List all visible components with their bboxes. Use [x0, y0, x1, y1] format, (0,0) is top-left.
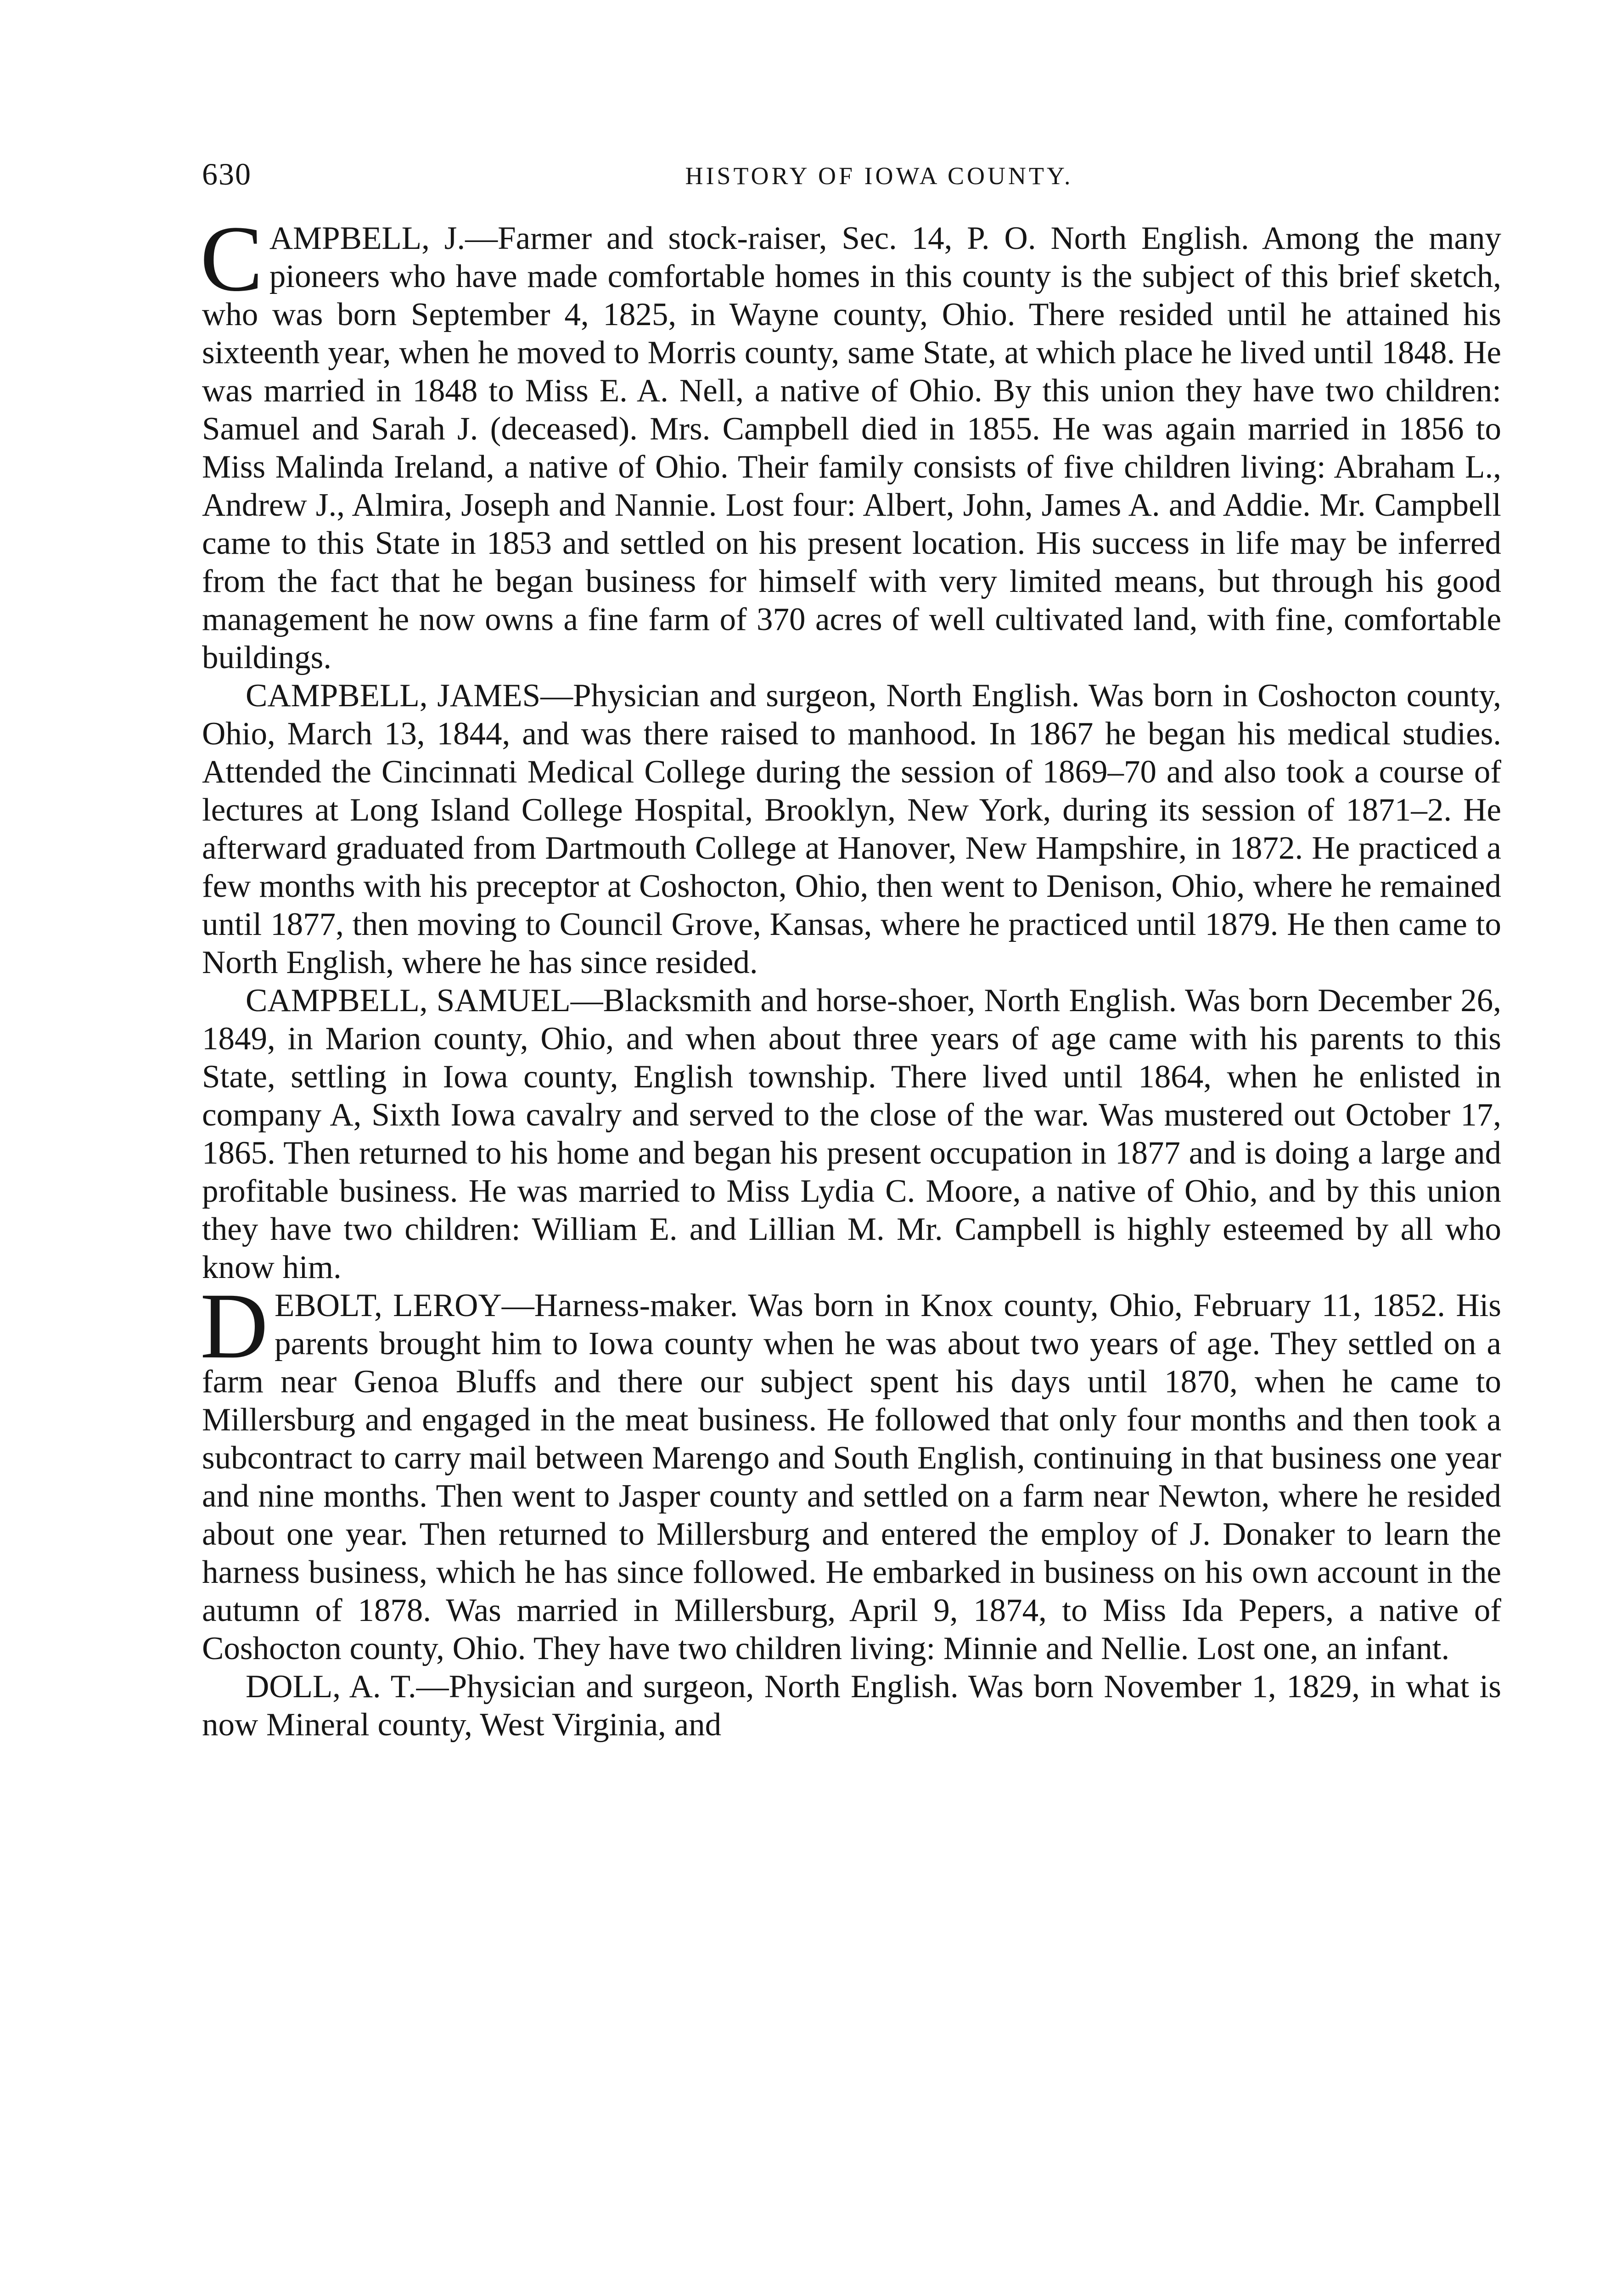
book-page: [202, 156, 1501, 1744]
entry-campbell-j: [200, 207, 1501, 677]
drop-cap: C: [200, 207, 263, 311]
running-title: HISTORY OF IOWA COUNTY.: [685, 162, 1073, 190]
entry-doll-a-t: [202, 1668, 1501, 1744]
page-body: [200, 207, 1501, 1744]
entry-campbell-samuel: [202, 982, 1501, 1287]
page-header: [202, 156, 1501, 207]
entry-text: AMPBELL, J.—Farmer and stock-raiser, Sec. 14, P. O. North English. Among the many pioneers who have made comfortable homes in this county is the subject of this brief sketch, who was born September 4, 1825, in Wayne county, Ohio. There resided until he attained his sixteenth year, when he moved to Morris county, same State, at which place he lived until 1848. He was married in 1848 to Miss E. A. Nell, a native of Ohio. By this union they have two children: Samuel and Sarah J. (deceased). Mrs. Campbell died in 1855. He was again married in 1856 to Miss Malinda Ireland, a native of Ohio. Their family consists of five children living: Abraham L., Andrew J., Almira, Joseph and Nannie. Lost four: Albert, John, James A. and Addie. Mr. Campbell came to this State in 1853 and settled on his present location. His success in life may be inferred from the fact that he began business for himself with very limited means, but through his good management he now owns a fine farm of 370 acres of well cultivated land, with fine, comfortable buildings.: [202, 220, 1501, 675]
entry-text: CAMPBELL, SAMUEL—Blacksmith and horse-shoer, North English. Was born December 26, 1849, in Marion county, Ohio, and when about three years of age came with his parents to this State, settling in Iowa county, English township. There lived until 1864, when he enlisted in company A, Sixth Iowa cavalry and served to the close of the war. Was mustered out October 17, 1865. Then returned to his home and began his present occupation in 1877 and is doing a large and profitable business. He was married to Miss Lydia C. Moore, a native of Ohio, and by this union they have two children: William E. and Lillian M. Mr. Campbell is highly esteemed by all who know him.: [202, 983, 1501, 1285]
entry-debolt-leroy: [200, 1274, 1501, 1668]
entry-text: DOLL, A. T.—Physician and surgeon, North English. Was born November 1, 1829, in what is now Mineral county, West Virginia, and: [202, 1669, 1501, 1743]
entry-text: CAMPBELL, JAMES—Physician and surgeon, North English. Was born in Coshocton county, Ohio, March 13, 1844, and was there raised to manhood. In 1867 he began his medical studies. Attended the Cincinnati Medical College during the session of 1869–70 and also took a course of lectures at Long Island College Hospital, Brooklyn, New York, during its session of 1871–2. He afterward graduated from Dartmouth College at Hanover, New Hampshire, in 1872. He practiced a few months with his preceptor at Coshocton, Ohio, then went to Denison, Ohio, where he remained until 1877, then moving to Council Grove, Kansas, where he practiced until 1879. He then came to North English, where he has since resided.: [202, 678, 1501, 980]
entry-campbell-james: [202, 677, 1501, 982]
entry-text: EBOLT, LEROY—Harness-maker. Was born in Knox county, Ohio, February 11, 1852. His parents brought him to Iowa county when he was about two years of age. They settled on a farm near Genoa Bluffs and there our subject spent his days until 1870, when he came to Millersburg and engaged in the meat business. He followed that only four months and then took a subcontract to carry mail between Marengo and South English, continuing in that business one year and nine months. Then went to Jasper county and settled on a farm near Newton, where he resided about one year. Then returned to Millersburg and entered the employ of J. Donaker to learn the harness business, which he has since followed. He embarked in business on his own account in the autumn of 1878. Was married in Millersburg, April 9, 1874, to Miss Ida Pepers, a native of Coshocton county, Ohio. They have two children living: Minnie and Nellie. Lost one, an infant.: [202, 1288, 1501, 1666]
drop-cap: D: [200, 1274, 269, 1378]
page-number: 630: [202, 157, 252, 191]
